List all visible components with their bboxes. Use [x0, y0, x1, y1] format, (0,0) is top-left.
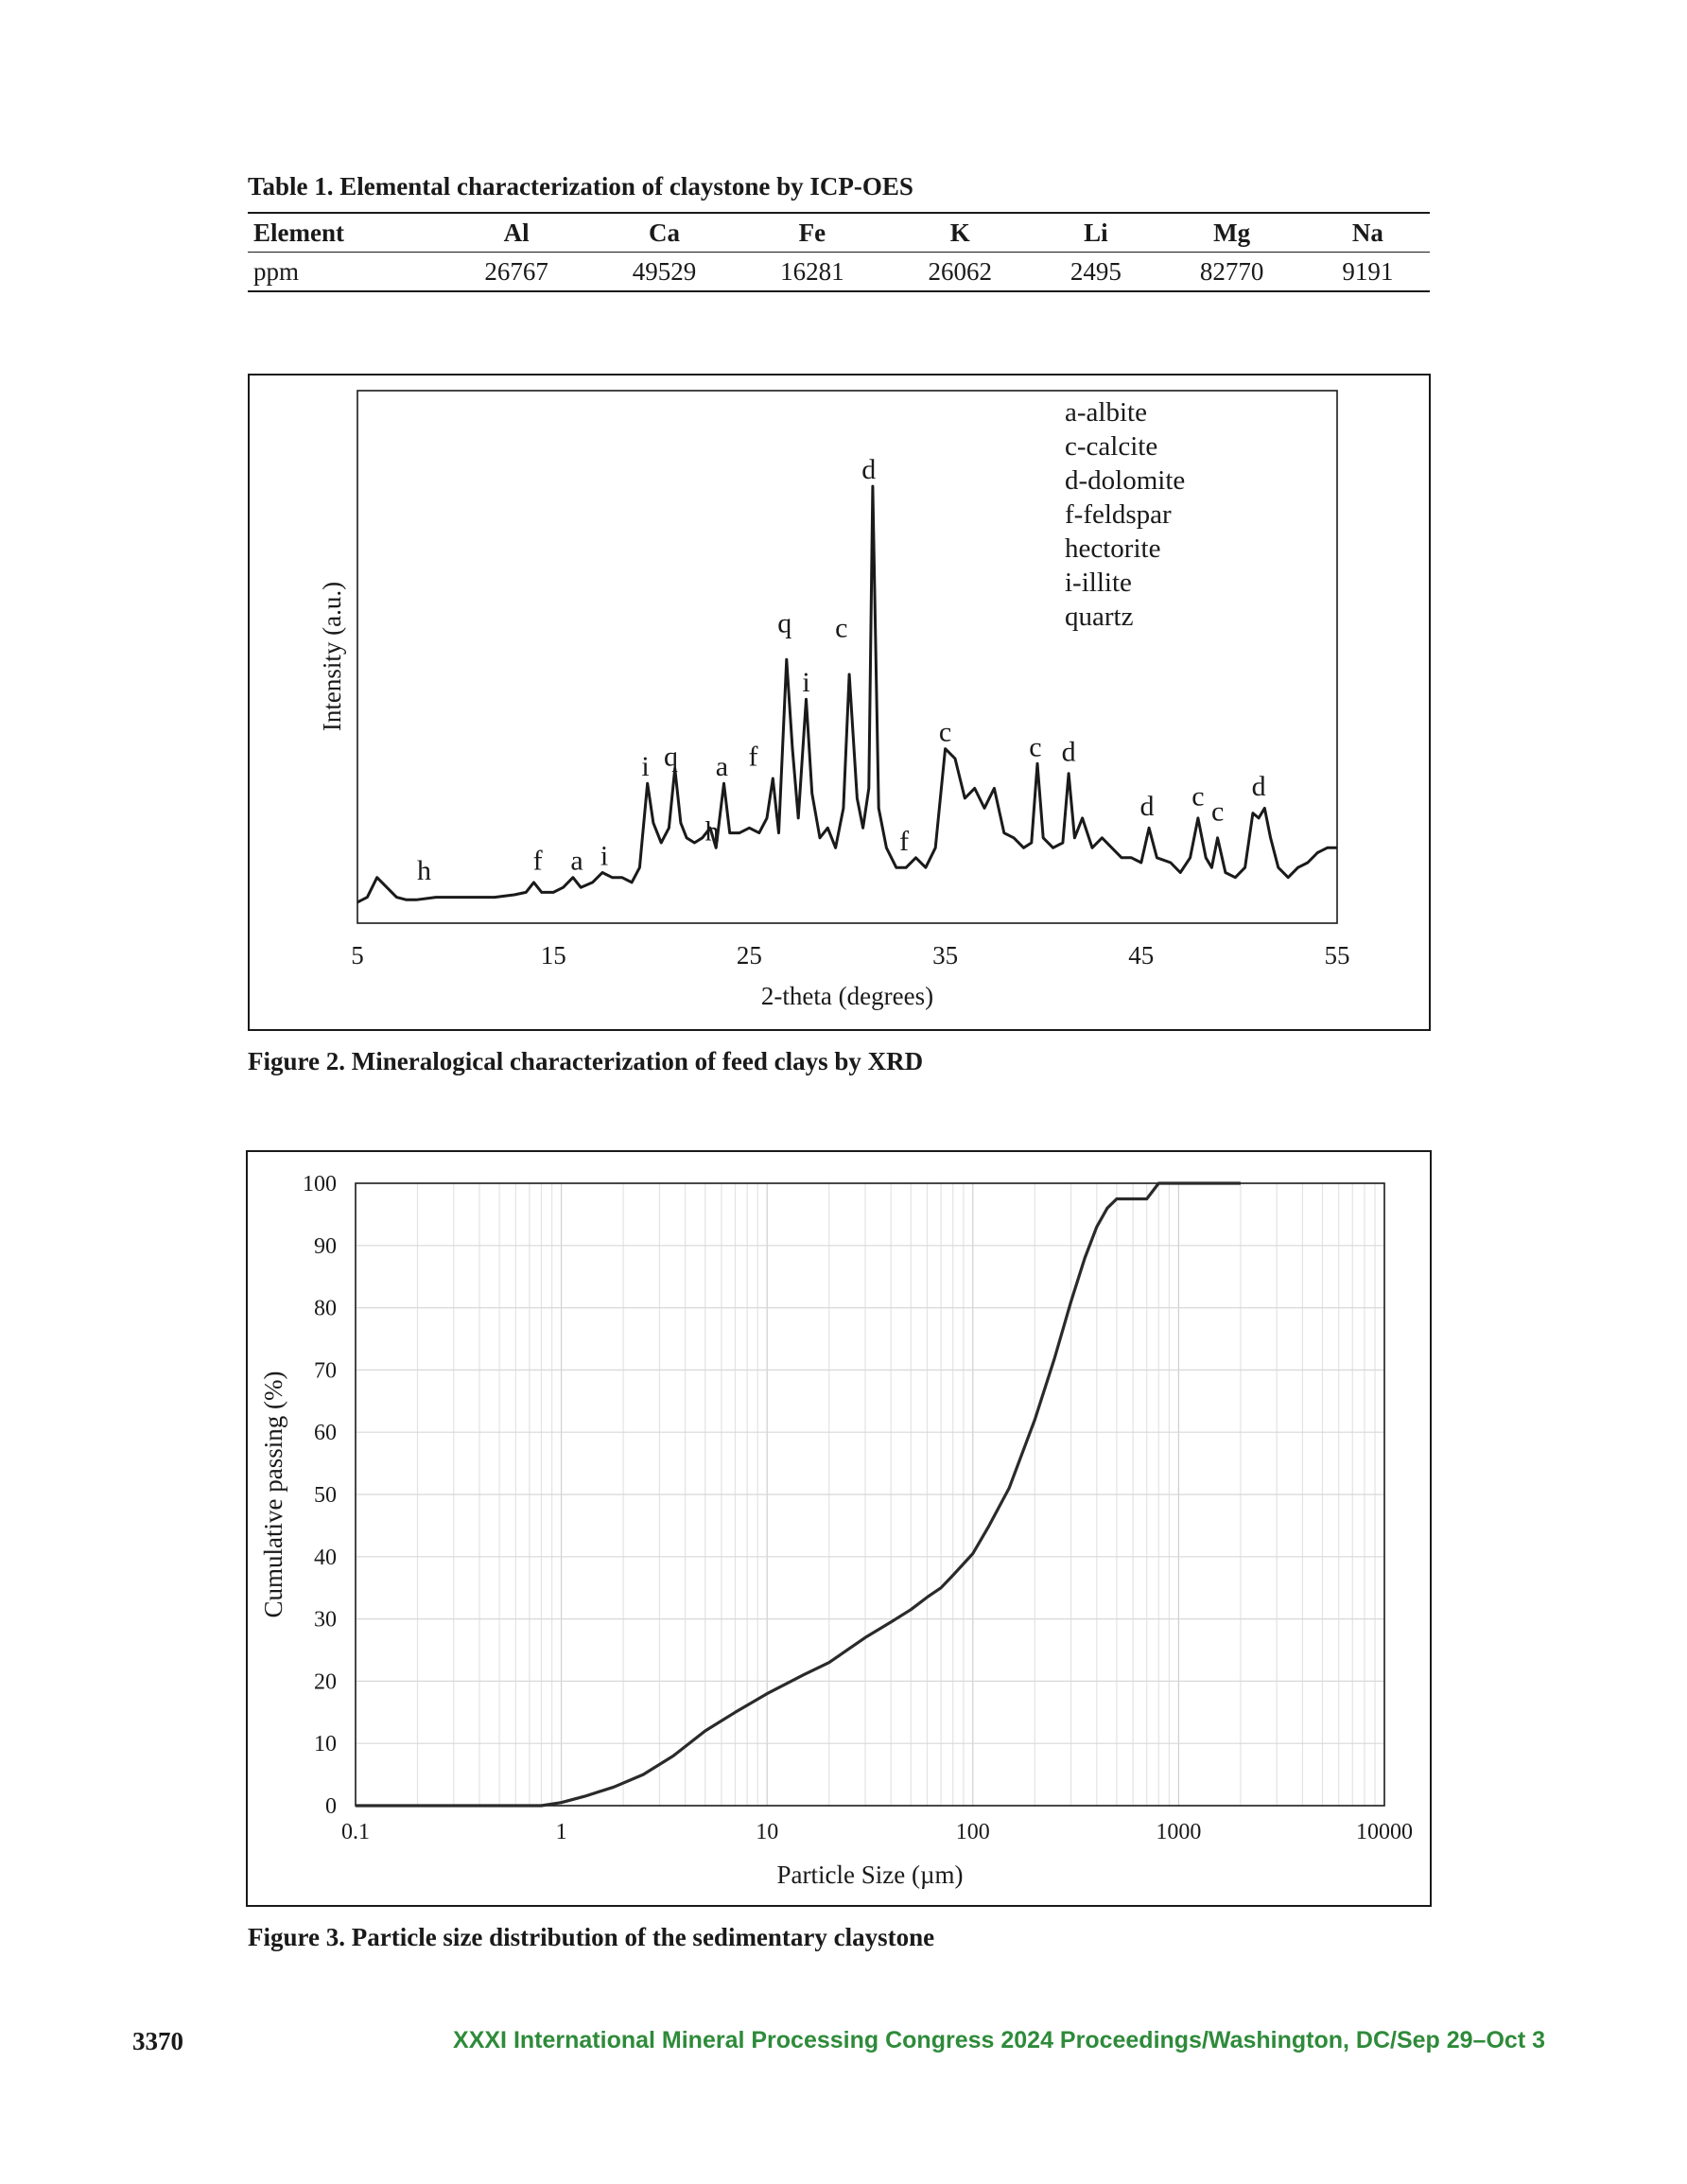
table-caption: Table 1. Elemental characterization of claystone by ICP-OES [248, 172, 913, 201]
y-tick-label: 90 [314, 1233, 337, 1259]
elemental-table [248, 212, 1430, 292]
legend-entry: c-calcite [1065, 431, 1158, 462]
peak-label: c [1191, 780, 1205, 812]
peak-label: a [715, 751, 729, 783]
table-cell: 26767 [443, 253, 590, 292]
y-tick-label: 0 [325, 1794, 337, 1819]
x-axis-label: Particle Size (µm) [776, 1861, 964, 1889]
table-header-cell: Li [1034, 213, 1157, 253]
peak-label: c [835, 612, 848, 644]
legend-entry: d-dolomite [1065, 465, 1186, 496]
y-tick-label: 10 [314, 1732, 337, 1757]
peak-label: h [704, 815, 720, 847]
table-cell: 2495 [1034, 253, 1157, 292]
table-header-row [248, 213, 1430, 253]
table-cell: 49529 [590, 253, 738, 292]
y-tick-label: 100 [303, 1172, 337, 1197]
figure3-frame [246, 1150, 1432, 1907]
x-tick-label: 1000 [1156, 1820, 1202, 1844]
peak-label: d [1251, 771, 1266, 803]
table-header-cell: Fe [739, 213, 886, 253]
x-tick-label: 25 [736, 941, 762, 970]
xrd-chart [250, 376, 1429, 1029]
peak-label: q [777, 607, 792, 639]
table-header-cell: K [886, 213, 1034, 253]
table-header-cell: Element [248, 213, 443, 253]
x-tick-label: 100 [955, 1820, 990, 1844]
y-tick-label: 80 [314, 1296, 337, 1321]
peak-label: c [938, 716, 952, 748]
table-header-cell: Na [1306, 213, 1430, 253]
running-footer: XXXI International Mineral Processing Congress 2024 Proceedings/Washington, DC/Sep 29–Oct 3 [453, 2027, 1545, 2053]
y-axis-label: Cumulative passing (%) [259, 1371, 287, 1618]
series-line [357, 486, 1337, 902]
legend-entry: i-illite [1065, 568, 1132, 598]
table-cell: 9191 [1306, 253, 1430, 292]
table-cell: 82770 [1157, 253, 1305, 292]
legend-entry: a-albite [1065, 397, 1147, 428]
table-cell: 16281 [739, 253, 886, 292]
plot-area [357, 391, 1337, 923]
psd-chart [248, 1152, 1430, 1905]
peak-label: q [664, 741, 679, 773]
x-tick-label: 10 [756, 1820, 779, 1844]
x-tick-label: 10000 [1356, 1820, 1413, 1844]
table-row [248, 253, 1430, 292]
peak-label: a [570, 845, 583, 877]
page-number: 3370 [132, 2027, 183, 2055]
figure2-caption: Figure 2. Mineralogical characterization of feed clays by XRD [248, 1047, 924, 1075]
y-tick-label: 40 [314, 1545, 337, 1570]
x-tick-label: 5 [351, 941, 364, 970]
legend-entry: hectorite [1065, 533, 1161, 564]
peak-label: d [861, 454, 877, 486]
x-tick-label: 1 [555, 1820, 567, 1844]
peak-label: c [1029, 731, 1042, 763]
x-tick-label: 15 [540, 941, 566, 970]
x-tick-label: 0.1 [341, 1820, 370, 1844]
peak-label: c [1210, 795, 1225, 828]
chart-legend [1065, 397, 1185, 632]
x-tick-label: 55 [1324, 941, 1350, 970]
y-axis-label: Intensity (a.u.) [318, 581, 346, 732]
peak-label: i [641, 751, 650, 783]
figure2-frame [248, 374, 1431, 1031]
x-axis-label: 2-theta (degrees) [760, 982, 934, 1010]
table-cell: ppm [248, 253, 443, 292]
y-tick-label: 30 [314, 1607, 337, 1633]
peak-label: f [532, 845, 543, 877]
table-header-cell: Ca [590, 213, 738, 253]
peak-label: i [600, 840, 609, 872]
figure3-caption: Figure 3. Particle size distribution of the sedimentary claystone [248, 1923, 935, 1951]
table-cell: 26062 [886, 253, 1034, 292]
grid [356, 1183, 1384, 1806]
y-tick-label: 70 [314, 1358, 337, 1384]
table-header-cell: Mg [1157, 213, 1305, 253]
legend-entry: quartz [1065, 602, 1134, 632]
peak-label: d [1139, 791, 1155, 823]
peak-label: f [899, 825, 910, 857]
table-header-cell: Al [443, 213, 590, 253]
peak-label: i [802, 667, 810, 699]
y-tick-label: 20 [314, 1669, 337, 1695]
legend-entry: f-feldspar [1065, 499, 1172, 530]
y-tick-label: 60 [314, 1421, 337, 1446]
peak-label: d [1061, 736, 1076, 768]
x-tick-label: 35 [932, 941, 959, 970]
peak-label: h [416, 855, 431, 887]
peak-label: f [748, 741, 758, 773]
y-tick-label: 50 [314, 1483, 337, 1508]
x-tick-label: 45 [1128, 941, 1155, 970]
